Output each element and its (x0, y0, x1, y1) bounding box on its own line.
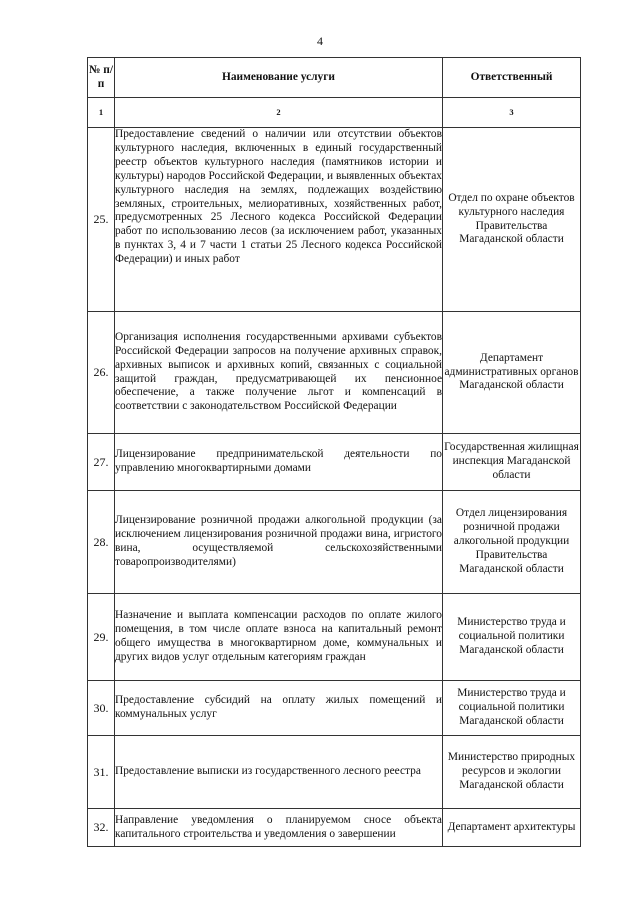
table-row (88, 594, 581, 681)
row-number: 26. (88, 312, 115, 434)
service-name-text: Предоставление сведений о наличии или отсутствии объектов культурного наследия, включенных в единый государственный реестр объектов культурного наследия (памятников истории и культуры) народов Российской Федерации, и выявленных объектах культурного наследия на землях, подлежащих воздействию земляных, строительных, мелиоративных, хозяйственных работ, предусмотренных 25 Лесного кодекса Российской Федерации работ по использованию лесов (за исключением работ, указанных в пунктах 3, 4 и 7 части 1 статьи 25 Лесного кодекса Российской Федерации) и иных работ (115, 128, 442, 266)
column-number: 3 (443, 98, 581, 128)
service-name-text: Предоставление выписки из государственного лесного реестра (115, 765, 421, 778)
responsible-body: Департамент архитектуры (443, 809, 581, 847)
table-row (88, 312, 581, 434)
responsible-body: Министерство природных ресурсов и экологии Магаданской области (443, 736, 581, 809)
page-number: 4 (317, 34, 323, 48)
column-number: 2 (115, 98, 443, 128)
column-number: 1 (88, 98, 115, 128)
header-name: Наименование услуги (115, 58, 443, 98)
table-header-row (88, 58, 581, 98)
service-name-text: Организация исполнения государственными архивами субъектов Российской Федерации запросов на получение архивных справок, архивных выписок и архивных копий, связанных с социальной защитой граждан, предусматривающей их пенсионное обеспечение, а также получение льгот и компенсаций в соответствии с законодательством Российской Федерации (115, 330, 442, 413)
service-name-text: Направление уведомления о планируемом сносе объекта капитального строительства и уведомления о завершении (115, 813, 442, 840)
service-name-text: Назначение и выплата компенсации расходов по оплате жилого помещения, в том числе оплате взноса на капитальный ремонт общего имущества в многоквартирном доме, коммунальных и других видов услуг отдельным категориям граждан (115, 609, 442, 663)
service-name-text: Лицензирование розничной продажи алкогольной продукции (за исключением лицензирования розничной продажи вина, игристого вина, осуществляемой сельскохозяйственными товаропроизводителями) (115, 514, 442, 568)
service-name (115, 128, 443, 312)
responsible-body: Министерство труда и социальной политики Магаданской области (443, 594, 581, 681)
row-number: 31. (88, 736, 115, 809)
table-row (88, 809, 581, 847)
header-responsible: Ответственный (443, 58, 581, 98)
service-name (115, 681, 443, 736)
service-name (115, 491, 443, 594)
responsible-body: Министерство труда и социальной политики Магаданской области (443, 681, 581, 736)
row-number: 28. (88, 491, 115, 594)
table-row (88, 434, 581, 491)
service-name-text: Лицензирование предпринимательской деятельности по управлению многоквартирными домами (115, 448, 442, 474)
table-row (88, 681, 581, 736)
row-number: 30. (88, 681, 115, 736)
column-number-row (88, 98, 581, 128)
service-name (115, 434, 443, 491)
service-name-text: Предоставление субсидий на оплату жилых помещений и коммунальных услуг (115, 694, 442, 720)
service-name (115, 736, 443, 809)
row-number: 29. (88, 594, 115, 681)
service-name (115, 594, 443, 681)
header-num: № п/п (88, 58, 115, 98)
responsible-body: Отдел лицензирования розничной продажи алкогольной продукции Правительства Магаданской области (443, 491, 581, 594)
row-number: 32. (88, 809, 115, 847)
responsible-body: Департамент административных органов Магаданской области (443, 312, 581, 434)
row-number: 25. (88, 128, 115, 312)
services-table (87, 57, 581, 847)
table-row (88, 736, 581, 809)
responsible-body: Отдел по охране объектов культурного наследия Правительства Магаданской области (443, 128, 581, 312)
row-number: 27. (88, 434, 115, 491)
service-name (115, 312, 443, 434)
table-row (88, 128, 581, 312)
service-name (115, 809, 443, 847)
responsible-body: Государственная жилищная инспекция Магаданской области (443, 434, 581, 491)
table-row (88, 491, 581, 594)
